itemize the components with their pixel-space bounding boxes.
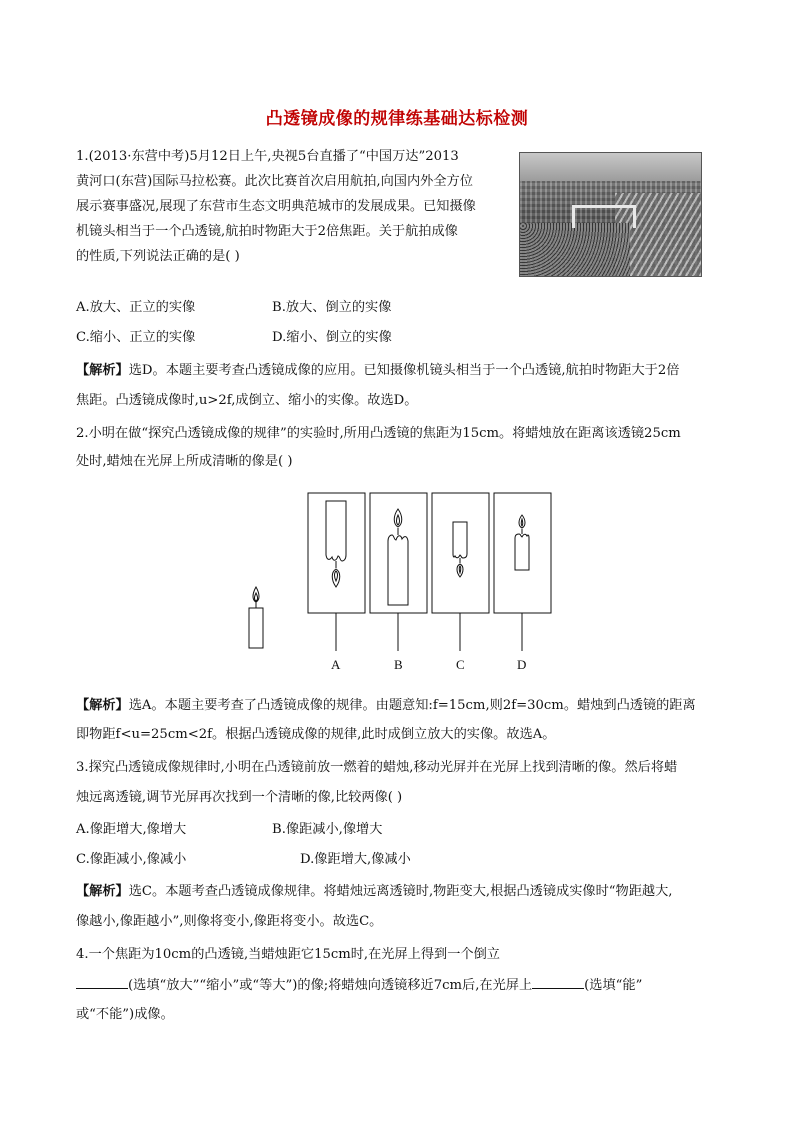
q1-line-1: 1.(2013·东营中考)5月12日上午,央视5台直播了“中国万达”2013 bbox=[76, 149, 459, 164]
q3-option-a: A.像距增大,像增大 bbox=[76, 822, 187, 837]
q4-blank-1[interactable] bbox=[76, 976, 128, 989]
screen-frame-d bbox=[494, 493, 551, 613]
q3-option-d: D.像距增大,像减小 bbox=[300, 852, 411, 867]
q2-line-2: 处时,蜡烛在光屏上所成清晰的像是( ) bbox=[76, 454, 293, 469]
q2-line-1: 2.小明在做“探究凸透镜成像的规律”的实验时,所用凸透镜的焦距为15cm。将蜡烛放在距离该透镜25cm bbox=[76, 426, 681, 441]
q4-line-2b: (选填“能” bbox=[584, 978, 643, 993]
q1-analysis-line-1: 选D。本题主要考查凸透镜成像的应用。已知摄像机镜头相当于一个凸透镜,航拍时物距大于2倍 bbox=[128, 363, 680, 378]
q3-analysis-line-1: 选C。本题考查凸透镜成像规律。将蜡烛远离透镜时,物距变大,根据凸透镜成实像时“物距越大, bbox=[128, 884, 673, 899]
q4-line-3: 或“不能”)成像。 bbox=[76, 1007, 174, 1022]
figure-label-d: D bbox=[517, 657, 527, 672]
q3-option-b: B.像距减小,像增大 bbox=[272, 822, 383, 837]
screen-frame-c bbox=[432, 493, 489, 613]
marathon-photo bbox=[519, 152, 702, 277]
q4-blank-2[interactable] bbox=[532, 976, 584, 989]
image-candle-d bbox=[515, 515, 529, 570]
q1-line-3: 展示赛事盛况,展现了东营市生态文明典范城市的发展成果。已知摄像 bbox=[76, 199, 476, 214]
figure-label-b: B bbox=[394, 657, 403, 672]
q1-line-2: 黄河口(东营)国际马拉松赛。此次比赛首次启用航拍,向国内外全方位 bbox=[76, 174, 473, 189]
q3-line-1: 3.探究凸透镜成像规律时,小明在凸透镜前放一燃着的蜡烛,移动光屏并在光屏上找到清晰的像。然后将蜡 bbox=[76, 760, 678, 775]
q3-analysis-tag: 【解析】 bbox=[76, 884, 129, 899]
image-candle-a bbox=[326, 501, 346, 587]
q4-line-1: 4.一个焦距为10cm的凸透镜,当蜡烛距它15cm时,在光屏上得到一个倒立 bbox=[76, 947, 500, 962]
q3-option-c: C.像距减小,像减小 bbox=[76, 852, 187, 867]
screen-frame-b bbox=[370, 493, 427, 613]
q1-option-d: D.缩小、倒立的实像 bbox=[272, 330, 392, 345]
q2-analysis-line-2: 即物距f<u=25cm<2f。根据凸透镜成像的规律,此时成倒立放大的实像。故选A。 bbox=[76, 727, 556, 742]
q3-line-2: 烛远离透镜,调节光屏再次找到一个清晰的像,比较两像( ) bbox=[76, 790, 403, 805]
figure-label-a: A bbox=[331, 657, 341, 672]
q1-line-5: 的性质,下列说法正确的是( ) bbox=[76, 249, 240, 264]
figure-label-c: C bbox=[456, 657, 465, 672]
object-candle bbox=[249, 587, 263, 648]
q2-analysis-line-1: 选A。本题主要考查了凸透镜成像的规律。由题意知:f=15cm,则2f=30cm。蜡烛到凸透镜的距离 bbox=[128, 698, 696, 713]
q1-option-a: A.放大、正立的实像 bbox=[76, 300, 196, 315]
screen-frame-a bbox=[308, 493, 365, 613]
q1-analysis-tag: 【解析】 bbox=[76, 363, 129, 378]
q1-option-c: C.缩小、正立的实像 bbox=[76, 330, 196, 345]
q2-analysis-tag: 【解析】 bbox=[76, 698, 129, 713]
q1-line-4: 机镜头相当于一个凸透镜,航拍时物距大于2倍焦距。关于航拍成像 bbox=[76, 224, 458, 239]
q1-analysis-line-2: 焦距。凸透镜成像时,u>2f,成倒立、缩小的实像。故选D。 bbox=[76, 393, 418, 408]
q3-analysis-line-2: 像越小,像距越小”,则像将变小,像距将变小。故选C。 bbox=[76, 914, 383, 929]
candle-figure bbox=[240, 488, 560, 678]
q4-line-2a: (选填“放大”“缩小”或“等大”)的像;将蜡烛向透镜移近7cm后,在光屏上 bbox=[128, 978, 533, 993]
page-title: 凸透镜成像的规律练基础达标检测 bbox=[265, 109, 529, 129]
q1-option-b: B.放大、倒立的实像 bbox=[272, 300, 392, 315]
image-candle-b bbox=[388, 509, 408, 605]
image-candle-c bbox=[453, 522, 467, 577]
